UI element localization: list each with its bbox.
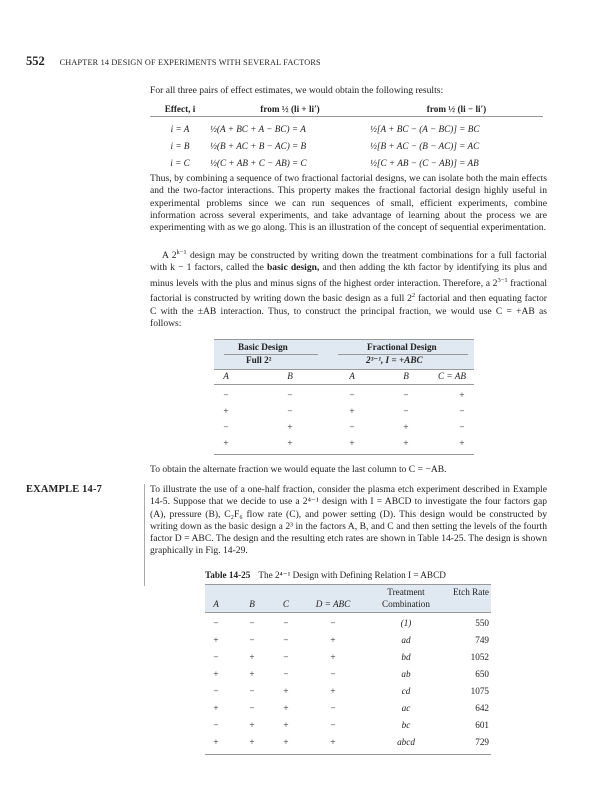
sign-cell: − [249, 686, 255, 696]
sign-cell: + [403, 422, 409, 432]
para2-text2: and then adding the kth factor by identifying its plus and minus levels with the plus and minus signs of the highest order interaction. Therefore, a 2 [150, 262, 547, 289]
sign-cell: − [330, 669, 336, 679]
effect-cell: ½[B + AC − (B − AC)] = AC [370, 140, 480, 151]
effect-cell: ½(C + AB + C − AB) = C [210, 157, 307, 168]
treatment-cell: ab [401, 669, 411, 679]
para2-text3: fractional factorial is constructed by writing down the basic design as a full 2 [150, 277, 548, 305]
sign-cell: − [459, 406, 465, 416]
etch-rate-cell: 642 [475, 703, 489, 713]
sign-cell: + [283, 686, 289, 696]
sign-cell: − [283, 618, 289, 628]
treatment-cell: abcd [397, 737, 415, 747]
rule [214, 454, 474, 455]
col-header-b: B [287, 371, 293, 381]
treatment-cell: ac [401, 703, 411, 713]
col-header-b: B [249, 599, 255, 609]
sign-cell: + [213, 669, 219, 679]
sign-cell: + [249, 669, 255, 679]
col-header-c: C = AB [438, 371, 466, 381]
example-text: To illustrate the use of a one-half fraction, consider the plasma etch experiment described in Example 14-5. Suppose that we decide to use a 2⁴⁻¹ design with I = ABCD to investigate the four factors gap (A), pressure (B), C₂F₆ flow rate (C), and power setting (D). This design would be constructed by writing down as the basic design a 2³ in the factors A, B, and C and then setting the levels of the fourth factor D = ABC. The design and the resulting etch rates are shown in Table 14-25. The design is shown graphically in Fig. 14-29. [150, 484, 547, 557]
effect-cell: ½(B + AC + B − AC) = B [210, 140, 307, 151]
rule [214, 339, 474, 340]
sign-cell: − [330, 703, 336, 713]
sign-cell: + [459, 438, 465, 448]
sign-cell: − [349, 422, 355, 432]
rule [224, 354, 318, 355]
table-row [150, 154, 543, 171]
para2-text1: design may be constructed by writing down the treatment combinations for a full factorial with k − 1 factors, called the [150, 250, 547, 274]
sign-cell: − [213, 720, 219, 730]
alternate-fraction-text: To obtain the alternate fraction we would equate the last column to C = −AB. [150, 464, 447, 475]
effect-cell: ½[A + BC − (A − BC)] = BC [370, 123, 480, 134]
col-header-treatment: Treatment Combination [382, 587, 430, 609]
col-header-c: C [282, 599, 290, 609]
sign-cell: + [249, 652, 255, 662]
treatment-cell: bc [401, 720, 411, 730]
effect-cell: i = C [170, 157, 190, 168]
basic-design-label: Basic Design [238, 342, 288, 352]
etch-rate-cell: 729 [475, 737, 489, 747]
treatment-cell: ad [401, 635, 411, 645]
full-2-2-label: Full 2² [246, 355, 272, 365]
sign-cell: − [459, 422, 465, 432]
sign-cell: − [330, 618, 336, 628]
sign-cell: + [213, 737, 219, 747]
effect-header-sum: from ½ (li + li′) [260, 104, 320, 114]
para2-sup: k−1 [176, 249, 187, 256]
rule [214, 369, 474, 370]
etch-rate-cell: 550 [475, 618, 489, 628]
effect-cell: i = B [170, 140, 190, 151]
col-header-a: A [349, 371, 355, 381]
intro-text: For all three pairs of effect estimates, we would obtain the following results: [150, 85, 444, 96]
page-number: 552 [26, 54, 45, 68]
sign-cell: + [349, 438, 355, 448]
sign-cell: − [213, 652, 219, 662]
design-table-14-25 [205, 584, 491, 774]
sign-cell: + [330, 635, 336, 645]
basic-design-table [214, 339, 474, 471]
sign-cell: − [249, 635, 255, 645]
sign-cell: − [249, 618, 255, 628]
table-row [150, 120, 543, 137]
effect-table [150, 102, 543, 171]
sign-cell: + [213, 703, 219, 713]
sign-cell: + [223, 438, 229, 448]
sign-cell: + [330, 652, 336, 662]
sign-cell: − [403, 390, 409, 400]
sign-cell: + [330, 686, 336, 696]
fractional-design-label: Fractional Design [367, 342, 437, 352]
rule [205, 612, 491, 613]
sign-cell: + [287, 422, 293, 432]
example-bar [144, 484, 145, 586]
treatment-cell: (1) [400, 618, 412, 628]
effect-header-i: Effect, i [164, 104, 196, 114]
col-header-d: D = ABC [315, 599, 351, 609]
col-header-a: A [213, 599, 219, 609]
col-header-etch-rate: Etch Rate [453, 587, 489, 597]
sign-cell: − [283, 635, 289, 645]
sign-cell: + [349, 406, 355, 416]
para2-sup3: 2 [411, 292, 416, 300]
etch-rate-cell: 601 [475, 720, 489, 730]
sign-cell: + [283, 703, 289, 713]
sign-cell: + [249, 720, 255, 730]
fraction-relation-label: 2³⁻¹, I = +ABC [366, 355, 423, 365]
table-row [150, 137, 543, 154]
page-header [26, 54, 321, 69]
effect-table-header [150, 102, 543, 117]
etch-rate-cell: 1052 [470, 652, 489, 662]
sign-cell: − [283, 669, 289, 679]
treatment-cell: cd [401, 686, 411, 696]
sign-cell: − [287, 390, 293, 400]
treatment-cell: bd [401, 652, 411, 662]
sign-cell: − [223, 422, 229, 432]
sign-cell: + [287, 438, 293, 448]
sign-cell: − [330, 720, 336, 730]
table-label: Table 14-25 [205, 570, 251, 580]
paragraph-sequential: Thus, by combining a sequence of two fractional factorial designs, we can isolate both the main effects and the two-factor interactions. This property makes the fractional factorial design highly useful in experimental problems since we can run sequences of small, efficient experiments, combine information across several experiments, and take advantage of learning about the process we are experimenting with as we go along. This is an illustration of the concept of sequential experimentation. [150, 173, 547, 234]
para2-sup2: 3−1 [497, 276, 508, 284]
col-header-b: B [403, 371, 409, 381]
chapter-title: CHAPTER 14 DESIGN OF EXPERIMENTS WITH SEVERAL FACTORS [59, 58, 321, 67]
rule [214, 384, 474, 385]
effect-cell: ½(A + BC + A − BC) = A [210, 123, 306, 134]
para2-text4: factorial and then equating factor C with the ±AB interaction. Thus, to construct the principal fraction, we would use C = +AB as follows: [150, 293, 547, 330]
sign-cell: − [349, 390, 355, 400]
rule [205, 584, 491, 585]
para2-lead: A 2 [162, 250, 177, 262]
effect-cell: ½[C + AB − (C − AB)] = AB [370, 157, 479, 168]
effect-cell: i = A [170, 123, 190, 134]
example-label: EXAMPLE 14-7 [26, 484, 102, 495]
sign-cell: + [330, 737, 336, 747]
rule [338, 354, 468, 355]
etch-rate-cell: 650 [475, 669, 489, 679]
effect-header-diff: from ½ (li − li′) [426, 104, 487, 114]
basic-design-term: basic design, [266, 262, 320, 274]
sign-cell: − [287, 406, 293, 416]
etch-rate-cell: 749 [475, 635, 489, 645]
sign-cell: − [283, 652, 289, 662]
sign-cell: − [213, 686, 219, 696]
sign-cell: − [403, 406, 409, 416]
rule [205, 754, 491, 755]
sign-cell: + [213, 635, 219, 645]
sign-cell: − [249, 703, 255, 713]
sign-cell: + [283, 737, 289, 747]
sign-cell: − [213, 618, 219, 628]
table-caption-text: The 2⁴⁻¹ Design with Defining Relation I = ABCD [258, 570, 446, 580]
paragraph-construction [150, 247, 547, 330]
sign-cell: + [249, 737, 255, 747]
col-header-a: A [223, 371, 229, 381]
sign-cell: + [283, 720, 289, 730]
sign-cell: − [223, 390, 229, 400]
table-caption [205, 570, 446, 581]
etch-rate-cell: 1075 [470, 686, 489, 696]
sign-cell: + [459, 390, 465, 400]
sign-cell: + [223, 406, 229, 416]
sign-cell: + [403, 438, 409, 448]
